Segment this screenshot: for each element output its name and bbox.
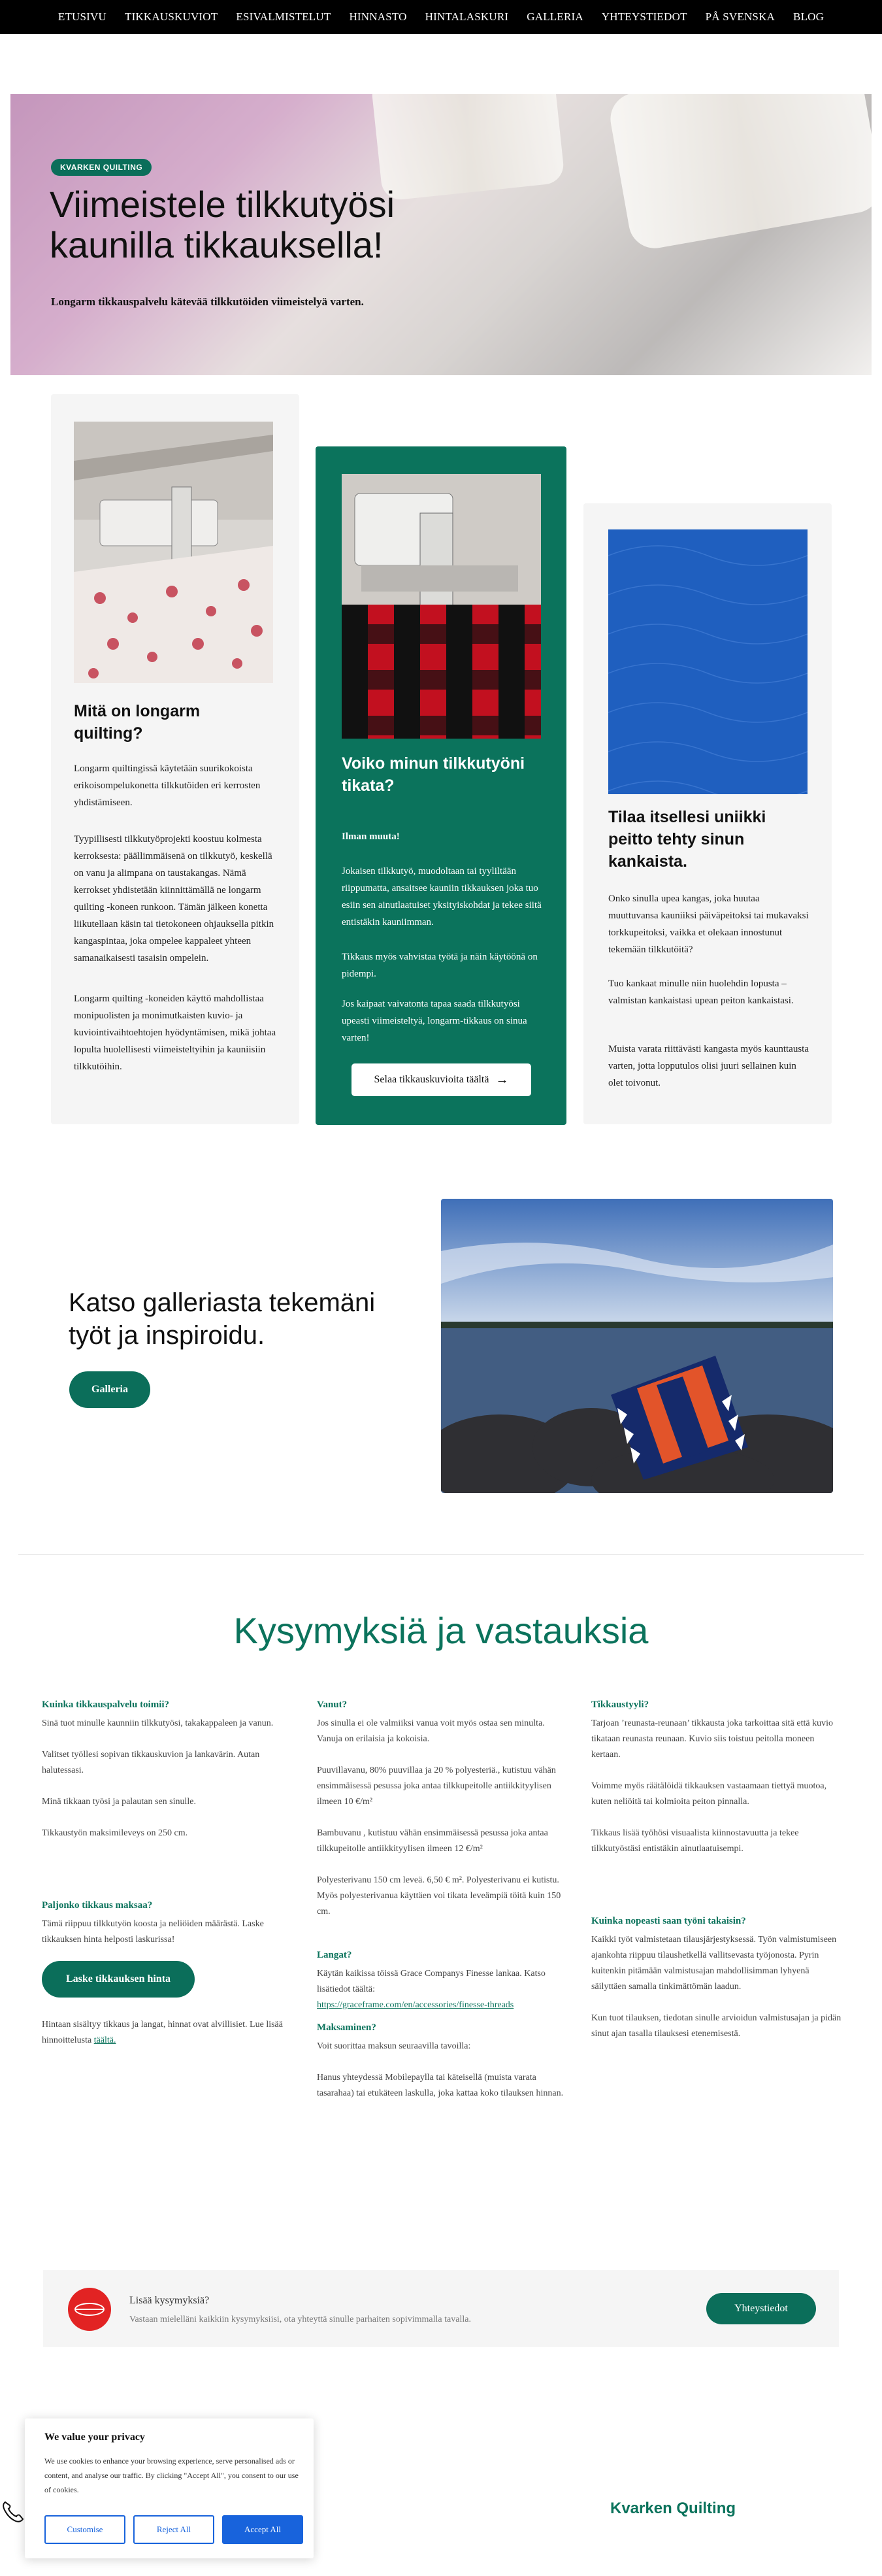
faq-answer: Kun tuot tilauksen, tiedotan sinulle arvioidun valmistusajan ja pidän sinut ajan tasalla tilauksesi etenemisestä. xyxy=(591,2013,841,2039)
faq-question: Maksaminen? xyxy=(317,2022,376,2033)
nav-hintalaskuri[interactable]: HINTALASKURI xyxy=(425,10,509,23)
more-questions-text: Vastaan mielelläni kaikkiin kysymyksiisi, ota yhteyttä sinulle parhaiten sopivimmalla tavalla. xyxy=(129,2315,471,2324)
faq-column-3 xyxy=(591,1699,843,2058)
card-order-unique-quilt xyxy=(583,503,832,1124)
faq-question: Langat? xyxy=(317,1950,352,1960)
card-longarm-quilting xyxy=(51,394,299,1124)
faq-title: Kysymyksiä ja vastauksia xyxy=(233,1610,649,1651)
nav-tikkauskuviot[interactable]: TIKKAUSKUVIOT xyxy=(124,10,218,23)
faq-answer: Voit suorittaa maksun seuraavilla tavoilla: xyxy=(317,2041,471,2051)
faq-answer: Sinä tuot minulle kaunniin tilkkutyösi, takakappaleen ja vanun. xyxy=(42,1718,274,1728)
card3-title: Tilaa itsellesi uniikki peitto tehty sinun kankaista. xyxy=(608,808,766,871)
faq-answer: Valitset työllesi sopivan tikkauskuvion ja lankavärin. Autan halutessasi. xyxy=(42,1750,260,1775)
card2-title: Voiko minun tilkkutyöni tikata? xyxy=(342,754,525,795)
gallery-quilt-on-rock-photo xyxy=(441,1199,833,1493)
card2-paragraph: Jokaisen tilkkutyö, muodoltaan tai tyyliltään riippumatta, ansaitsee kauniin tikkauksen joka tuo esiin sen ainutlaatuiset yksityiskohdat ja tekee siitä entistäkin kauniimman. xyxy=(342,866,542,928)
nav-hinnasto[interactable]: HINNASTO xyxy=(349,10,407,23)
more-questions-title: Lisää kysymyksiä? xyxy=(129,2295,210,2306)
faq-question: Kuinka tikkauspalvelu toimii? xyxy=(42,1699,170,1710)
card1-paragraph: Tyypillisesti tilkkutyöprojekti koostuu kolmesta kerroksesta: päällimmäisenä on tilkkutyö, keskellä on vanu ja alimpana on taustakangas. Nämä kerrokset yhdistetään kiinnittämällä ne longarm quilting -koneen runkoon. Tämän jälkeen konetta liikutellaan käsin tai tietokoneen ohjauksella pitkin kangaspintaa, joka ompelee kappaleet yhteen samanaikaisesti tasaisin ompelein. xyxy=(74,834,274,963)
blue-quilt-photo xyxy=(608,529,808,794)
card1-paragraph: Longarm quiltingissä käytetään suurikokoista erikoisompelukonetta tilkkutöiden eri kerrosten yhdistämiseen. xyxy=(74,763,261,808)
hero-title: Viimeistele tilkkutyösi kaunilla tikkauksella! xyxy=(50,184,395,265)
nav-blog[interactable]: BLOG xyxy=(793,10,825,23)
calculate-price-button[interactable]: Laske tikkauksen hinta xyxy=(42,1961,195,1998)
cookie-text: We use cookies to enhance your browsing experience, serve personalised ads or content, and analyse our traffic. By clicking "Accept All", you consent to our use of cookies. xyxy=(44,2456,299,2494)
hero-subtitle: Longarm tikkauspalvelu kätevää tilkkutöiden viimeistelyä varten. xyxy=(51,295,364,308)
more-questions-banner xyxy=(43,2270,839,2347)
faq-answer: Minä tikkaan työsi ja palautan sen sinulle. xyxy=(42,1797,197,1807)
hero-badge: KVARKEN QUILTING xyxy=(51,159,152,176)
faq-question: Vanut? xyxy=(317,1699,348,1710)
faq-question: Kuinka nopeasti saan työni takaisin? xyxy=(591,1916,746,1926)
faq-answer: Tikkaus lisää työhösi visuaalista kiinnostavuutta ja tekee tilkkutyöstäsi entistäkin ainutlaatuisempi. xyxy=(591,1828,799,1854)
card-can-my-quilt-be-quilted xyxy=(316,446,566,1125)
faq-answer: Polyesterivanu 150 cm leveä. 6,50 € m². Polyesterivanu ei kutistu. Myös polyesterivanua käyttäen voi tikata leveämpiä töitä kuin 150 cm. xyxy=(317,1875,561,1916)
cookie-reject-all-button[interactable]: Reject All xyxy=(133,2515,214,2544)
faq-question: Paljonko tikkaus maksaa? xyxy=(42,1900,153,1911)
longarm-machine-photo xyxy=(74,422,273,683)
quilting-machine-plaid-photo xyxy=(342,474,541,739)
faq-answer: Bambuvanu , kutistuu vähän ensimmäisessä pesussa joka antaa tilkkupeitolle antiikkityylisen ilmeen 12 €/m² xyxy=(317,1828,548,1854)
nav-etusivu[interactable]: ETUSIVU xyxy=(57,10,106,23)
faq-answer: Tikkaustyön maksimileveys on 250 cm. xyxy=(42,1828,188,1838)
cookie-title: We value your privacy xyxy=(44,2432,145,2443)
kvarken-quilting-logo xyxy=(68,2288,111,2331)
browse-patterns-label: Selaa tikkauskuvioita täältä xyxy=(374,1074,489,1085)
pricing-link[interactable]: täältä. xyxy=(93,2035,116,2045)
arrow-right-icon: → xyxy=(495,1072,509,1087)
card2-paragraph: Jos kaipaat vaivatonta tapaa saada tilkkutyösi upeasti viimeisteltyä, longarm-tikkaus on sinua varten! xyxy=(342,999,527,1043)
faq-answer: Kaikki työt valmistetaan tilausjärjestyksessä. Työn valmistumiseen ajankohta riippuu tilaushetkellä vallitsevasta työjonosta. Pyrin kuitenkin pitämään valmistusajan mahdollisimman lyhyenä säilyttäen samalla tinkimättömän laadun. xyxy=(591,1935,837,1992)
faq-answer: Hanus yhteydessä Mobilepaylla tai käteisellä (muista varata tasarahaa) tai etukäteen laskulla, joka kattaa koko tilauksen hinnan. xyxy=(317,2073,564,2098)
faq-answer: Tarjoan ’reunasta-reunaan’ tikkausta joka tarkoittaa sitä että kuvio tikataan reunasta reunaan. Kuvio siis toistuu peitolla moneen kertaan. xyxy=(591,1718,833,1760)
faq-answer: Käytän kaikissa töissä Grace Companys Finesse lankaa. Katso lisätiedot täältä: https://graceframe.com/en/accessories/finesse-threads xyxy=(317,1969,546,2010)
gallery-button[interactable]: Galleria xyxy=(69,1371,150,1408)
card2-paragraph: Tikkaus myös vahvistaa työtä ja näin käytöönä on pidempi. xyxy=(342,952,538,979)
cookie-customise-button[interactable]: Customise xyxy=(44,2515,125,2544)
card3-paragraph: Onko sinulla upea kangas, joka huutaa muuttuvansa kauniiksi päiväpeitoksi tai mukavaksi torkkupeitoksi, vaikka et olekaan innostunut tekemään tilkkutöitä? xyxy=(608,894,809,955)
card2-lead: Ilman muuta! xyxy=(342,831,400,842)
card1-paragraph: Longarm quilting -koneiden käyttö mahdollistaa monipuolisten ja monimutkaisten kuvio- ja kuviointivaihtoehtojen hyödyntämisen, mikä johtaa lopulta huolellisesti viimeisteltyihin ja kauniisiin tilkkutöihin. xyxy=(74,994,276,1072)
finesse-threads-link[interactable]: https://graceframe.com/en/accessories/finesse-threads xyxy=(317,2000,514,2010)
footer-brand: Kvarken Quilting xyxy=(610,2500,736,2517)
card3-paragraph: Muista varata riittävästi kangasta myös kaunttausta varten, jotta lopputulos olisi juuri sellainen kuin olet toivonut. xyxy=(608,1044,809,1088)
phone-icon[interactable] xyxy=(0,2498,26,2524)
cookie-consent-banner xyxy=(25,2418,314,2558)
nav-yhteystiedot[interactable]: YHTEYSTIEDOT xyxy=(601,10,687,23)
top-navigation xyxy=(0,0,882,34)
nav-galleria[interactable]: GALLERIA xyxy=(527,10,583,23)
gallery-heading: Katso galleriasta tekemäni työt ja inspiroidu. xyxy=(69,1288,376,1350)
pricing-note: Hintaan sisältyy tikkaus ja langat, hinnat ovat alvillisiet. Lue lisää hinnoittelusta xyxy=(42,2020,283,2045)
nav-esivalmistelut[interactable]: ESIVALMISTELUT xyxy=(236,10,331,23)
cookie-accept-all-button[interactable]: Accept All xyxy=(222,2515,303,2544)
faq-answer: Jos sinulla ei ole valmiiksi vanua voit myös ostaa sen minulta. Vanuja on erilaisia ja kokoisia. xyxy=(317,1718,545,1744)
faq-question: Tikkaustyyli? xyxy=(591,1699,649,1710)
section-divider xyxy=(18,1554,864,1555)
browse-quilting-patterns-button[interactable] xyxy=(351,1063,531,1096)
contact-button[interactable]: Yhteystiedot xyxy=(706,2293,816,2324)
faq-answer: Tämä riippuu tilkkutyön koosta ja neliöiden määrästä. Laske tikkauksen hinta helposti laskurissa! xyxy=(42,1919,264,1945)
faq-answer xyxy=(42,2017,293,2049)
faq-column-2 xyxy=(317,1699,568,2117)
hero-banner xyxy=(10,94,872,375)
faq-column-1 xyxy=(42,1699,293,2064)
faq-answer: Puuvillavanu, 80% puuvillaa ja 20 % polyesteriä., kutistuu vähän ensimmäisessä pesussa joka antaa tilkkupeitolle antiikkityylisen ilmeen 10 €/m² xyxy=(317,1765,556,1807)
nav-pa-svenska[interactable]: PÅ SVENSKA xyxy=(705,10,776,23)
card3-paragraph: Tuo kankaat minulle niin huolehdin lopusta – valmistan kankaistasi upean peiton kankaistasi. xyxy=(608,979,794,1006)
card1-title: Mitä on longarm quilting? xyxy=(74,702,201,743)
faq-answer: Voimme myös räätälöidä tikkauksen vastaamaan tiettyä muotoa, kuten neliöitä tai kolmioita peiton pinnalla. xyxy=(591,1781,827,1807)
